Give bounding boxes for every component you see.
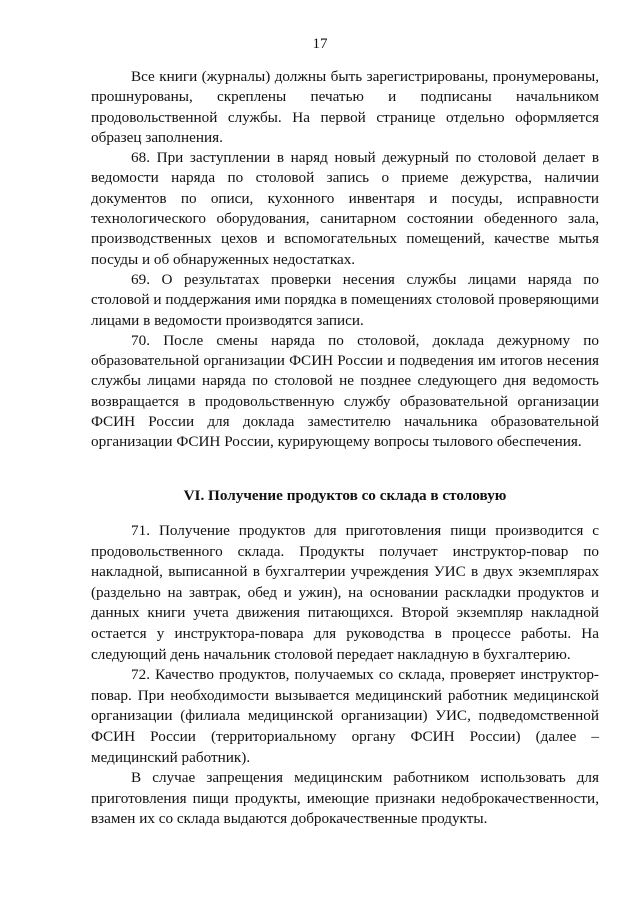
body-text-bottom xyxy=(91,521,599,830)
paragraph-70: 70. После смены наряда по столовой, доклада дежурному по образовательной организации ФСИН России и подведения им итогов несения службы лицами наряда по столовой не позднее следующего дня ведомость возвращается в продовольственную службу образовательной организации ФСИН России для доклада заместителю начальника образовательной организации ФСИН России, курирующему вопросы тылового обеспечения. xyxy=(91,331,599,451)
section-heading: VI. Получение продуктов со склада в столовую xyxy=(183,487,507,504)
paragraph-books-registration: Все книги (журналы) должны быть зарегистрированы, пронумерованы, прошнурованы, скреплены печатью и подписаны начальником продовольственной службы. На первой странице отдельно оформляется образец заполнения. xyxy=(91,68,599,146)
paragraph-prohibition: В случае запрещения медицинским работником использовать для приготовления пищи продукты, имеющие признаки недоброкачественности, взамен их со склада выдаются доброкачественные продукты. xyxy=(91,769,599,828)
paragraph-68: 68. При заступлении в наряд новый дежурный по столовой делает в ведомости наряда по столовой запись о приеме дежурства, наличии документов по описи, кухонного инвентаря и посуды, исправности технологического оборудования, санитарном состоянии обеденного зала, производственных цехов и вспомогательных помещений, качестве мытья посуды и об обнаруженных недостатках. xyxy=(91,149,599,268)
paragraph-71: 71. Получение продуктов для приготовления пищи производится с продовольственного склада. Продукты получает инструктор-повар по накладной, выписанной в бухгалтерии учреждения УИС в двух экземплярах (раздельно на завтрак, обед и ужин), на основании раскладки продуктов и данных книги учета движения питающихся. Второй экземпляр накладной остается у инструктора-повара для руководства в процессе работы. На следующий день начальник столовой передает накладную в бухгалтерию. xyxy=(91,522,599,663)
page-number: 17 xyxy=(312,36,328,52)
body-text-top xyxy=(91,67,599,453)
paragraph-72: 72. Качество продуктов, получаемых со склада, проверяет инструктор-повар. При необходимости вызывается медицинский работник медицинской организации (филиала медицинской организации) УИС, подведомственной ФСИН России (территориальному органу ФСИН России) (далее – медицинский работник). xyxy=(91,666,599,766)
paragraph-69: 69. О результатах проверки несения службы лицами наряда по столовой и поддержания ими порядка в помещениях столовой проверяющими лицами в ведомости производятся записи. xyxy=(91,270,599,329)
